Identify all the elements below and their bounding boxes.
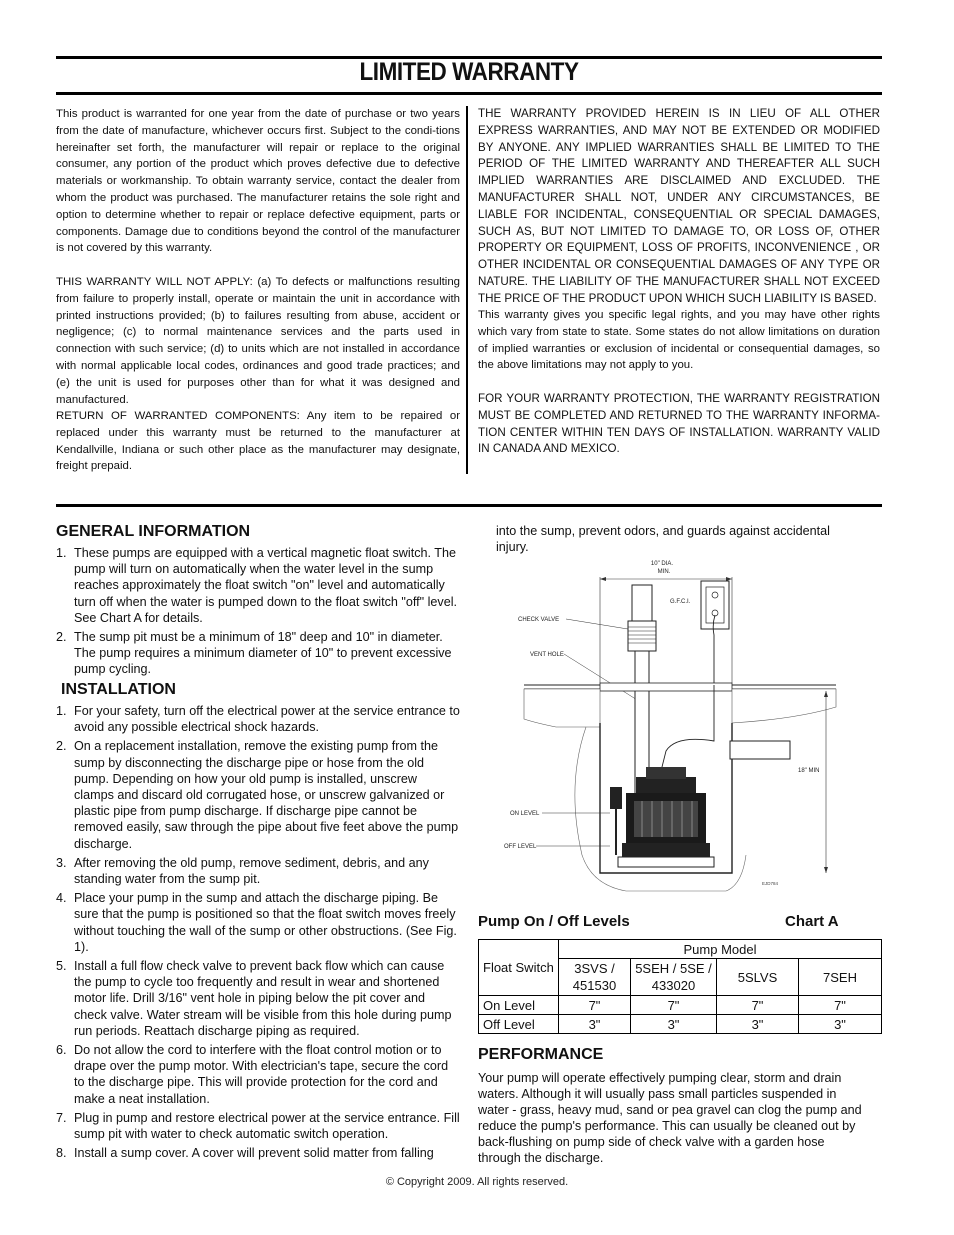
discharge-pipe <box>632 585 652 625</box>
list-item <box>56 738 460 851</box>
general-information-list <box>56 545 460 681</box>
warranty-paragraph-2: THIS WARRANTY WILL NOT APPLY: (a) To defects or malfunctions resulting from failure to properly install, operate or maintain the unit in accordance with printed instructions provided; (b) to failures resulting from abuse, accident or negligence; (c) to normal maintenance services and the parts used in connection with such service; (d) to units which are not installed in accordance with normal applicable local codes, ordinances and good trade practices; and (e) the unit is used for purposes other than for what it was designed and manufactured. <box>56 276 460 406</box>
check-valve-label: CHECK VALVE <box>518 617 560 623</box>
chart-label: Chart A <box>785 913 839 930</box>
list-number: 1. <box>56 546 67 560</box>
list-number: 3. <box>56 855 67 870</box>
list-text: For your safety, turn off the electrical power at the service entrance to avoid any possible electrical shock hazards. <box>74 704 460 735</box>
list-number: 6. <box>56 1043 67 1058</box>
figure-code: EJD784 <box>762 881 779 886</box>
list-text: Place your pump in the sump and attach the discharge piping. Be sure that the pump is positioned so that the float switch moves freely without touching the wall of the sump or other obstructions. (See Fig. 1). <box>74 891 457 954</box>
table-row <box>479 996 882 1015</box>
list-item <box>56 1110 460 1142</box>
gfci-label: G.F.C.I. <box>670 599 691 605</box>
depth-label: 18" MIN <box>798 768 820 774</box>
off-level-label: OFF LEVEL <box>504 844 537 850</box>
title-underline <box>56 92 882 95</box>
section-rule <box>56 504 882 507</box>
list-text: The sump pit must be a minimum of 18" deep and 10" in diameter. The pump requires a minimum diameter of 10" to prevent excessive pump cycling. <box>74 630 452 677</box>
diameter-label: 10" DIA. <box>650 561 674 567</box>
table-cell: 7" <box>631 996 717 1015</box>
model-cell: 5SEH / 5SE / 433020 <box>631 959 717 996</box>
table-cell: 7" <box>799 996 882 1015</box>
model-cell: 3SVS / 451530 <box>559 959 631 996</box>
table-cell: 3" <box>559 1015 631 1034</box>
list-item <box>56 855 460 887</box>
performance-text: Your pump will operate effectively pumping clear, storm and drain waters. Although it will usually pass small particles suspended in water - grass, heavy mud, sand or pea gravel can clog the pump and reduce the pump's performance. This can usually be cleaned out by back-flushing on pump side of check valve with a garden hose through the discharge. <box>478 1071 862 1165</box>
sump-installation-figure <box>496 555 882 895</box>
row-label: Off Level <box>479 1015 559 1034</box>
list-number: 1. <box>56 704 67 718</box>
list-text: Install a full flow check valve to prevent back flow which can cause the pump to cycle too frequently and result in wear and shortened motor life. Drill 3/16" vent hole in piping below the pit cover and check valve. Water stream will be visible from this hole during pump run periods. Reattach discharge piping as required. <box>74 959 452 1038</box>
column-divider <box>466 106 468 474</box>
list-text: On a replacement installation, remove the existing pump from the sump by disconnecting the discharge pipe or hose from the old pump. Depending on how your old pump is installed, unscrew clamps and discard old corrugated hose, or unscrew galvanized or plastic pipe from pump discharge. If discharge pipe cannot be removed easily, saw through the pipe about five feet above the pump discharge. <box>74 739 459 851</box>
list-item <box>56 545 460 626</box>
list-item <box>56 703 460 735</box>
list-number: 2. <box>56 630 67 645</box>
list-text: After removing the old pump, remove sediment, debris, and any standing water from the sump pit. <box>74 855 429 887</box>
list-number: 7. <box>56 1110 67 1125</box>
float-switch-header: Float Switch <box>479 940 559 996</box>
copyright: © Copyright 2009. All rights reserved. <box>385 1176 569 1188</box>
table-cell: 7" <box>717 996 799 1015</box>
pump-model-header: Pump Model <box>559 940 882 959</box>
vent-hole-label: VENT HOLE <box>530 652 564 658</box>
installation-list <box>56 703 460 1164</box>
list-text: Do not allow the cord to interfere with the float control motion or to drape over the pump motor. With electrician's tape, secure the cord to the discharge pipe. This will provide protection for the cord and make a neat installation. <box>74 1043 449 1106</box>
warranty-disclaimer: THE WARRANTY PROVIDED HEREIN IS IN LIEU OF ALL OTHER EXPRESS WARRANTIES, AND MAY NOT BE EXTENDED OR MODIFIED BY ANYONE. ANY IMPLIED WARRANTIES SHALL BE LIMITED TO THE PERIOD OF THE LIMITED WARRANTY AND THEREAFTER ALL SUCH IMPLIED WARRANTIES ARE DISCLAIMED AND EXCLUDED. THE MANUFACTURER SHALL NOT, UNDER ANY CIRCUMSTANCES, BE LIABLE FOR INCIDENTAL, CONSEQUENTIAL OR SPECIAL DAMAGES, SUCH AS, BUT NOT LIMITED TO DAMAGE TO, OR LOSS OF, OTHER PROPERTY OR EQUIPMENT, LOSS OF PROFITS, INCONVENIENCE , OR OTHER INCIDENTAL OR CONSEQUENTIAL DAMAGES OF ANY TYPE OR NATURE. THE LIABILITY OF THE MANUFACTURER SHALL NOT EXCEED THE PRICE OF THE PRODUCT UPON WHICH SUCH LIABILITY IS BASED. <box>478 107 880 305</box>
list-item <box>56 958 460 1039</box>
list-item <box>56 629 460 678</box>
list-item <box>56 1145 460 1161</box>
warranty-paragraph-3: RETURN OF WARRANTED COMPONENTS: Any item to be repaired or replaced under this warranty must be returned to the manufacturer at Kendallville, Indiana or such other place as the manufacturer may designate, freight prepaid. <box>56 410 460 473</box>
table-cell: 7" <box>559 996 631 1015</box>
table-cell: 3" <box>631 1015 717 1034</box>
list-number: 2. <box>56 739 67 754</box>
pit-cover <box>600 683 732 691</box>
warranty-paragraph-1: This product is warranted for one year from the date of purchase or two years from the date of manufacture, whichever occurs first. Subject to the condi-tions hereinafter set forth, the manufacturer will repair or replace to the original consumer, any portion of the product which proves defective due to defective materials or workmanship. To obtain warranty service, contact the dealer from whom the product was purchased. The manufacturer retains the sole right and option to determine whether to repair or replace defective equipment, parts or components. Damage due to conditions beyond the control of the manufacturer is not covered by this warranty. <box>56 108 460 255</box>
list-number: 8. <box>56 1146 67 1161</box>
row-label: On Level <box>479 996 559 1015</box>
warranty-legal-rights: This warranty gives you specific legal rights, and you may have other rights which vary from state to state. Some states do not allow limitations on duration of implied warranties or exclusion of incidental or consequential damages, so the above limitations may not apply to you. <box>478 309 880 372</box>
installation-heading: INSTALLATION <box>61 681 176 698</box>
table-cell: 3" <box>717 1015 799 1034</box>
table-row <box>479 1015 882 1034</box>
pump <box>610 767 714 867</box>
on-level-label: ON LEVEL <box>510 811 540 817</box>
performance-heading: PERFORMANCE <box>478 1046 604 1063</box>
list-text: These pumps are equipped with a vertical magnetic float switch. The pump will turn on automatically when the water level in the sump reaches approximately the float switch "on" level and automatically turn off when the water is pumped down to the float switch "off" level. See Chart A for details. <box>74 546 458 625</box>
list-item <box>56 1042 460 1107</box>
page-title: LIMITED WARRANTY <box>359 58 579 86</box>
list-item <box>56 890 460 955</box>
installation-continuation: into the sump, prevent odors, and guards against accidental injury. <box>496 524 830 554</box>
list-number: 4. <box>56 891 67 906</box>
list-text: Plug in pump and restore electrical power at the service entrance. Fill sump pit with water to check automatic switch operation. <box>74 1110 460 1142</box>
warranty-registration: FOR YOUR WARRANTY PROTECTION, THE WARRANTY REGISTRATION MUST BE COMPLETED AND RETURNED TO THE WARRANTY INFORMA-TION CENTER WITHIN TEN DAYS OF INSTALLATION. WARRANTY VALID IN CANADA AND MEXICO. <box>478 392 880 456</box>
pump-levels-table <box>478 939 882 1034</box>
diameter-min-label: MIN. <box>657 569 671 575</box>
model-cell: 5SLVS <box>717 959 799 996</box>
chart-title: Pump On / Off Levels <box>478 913 630 930</box>
list-number: 5. <box>56 959 67 974</box>
model-cell: 7SEH <box>799 959 882 996</box>
table-cell: 3" <box>799 1015 882 1034</box>
general-information-heading: GENERAL INFORMATION <box>56 523 251 540</box>
list-text: Install a sump cover. A cover will prevent solid matter from falling <box>74 1146 434 1161</box>
